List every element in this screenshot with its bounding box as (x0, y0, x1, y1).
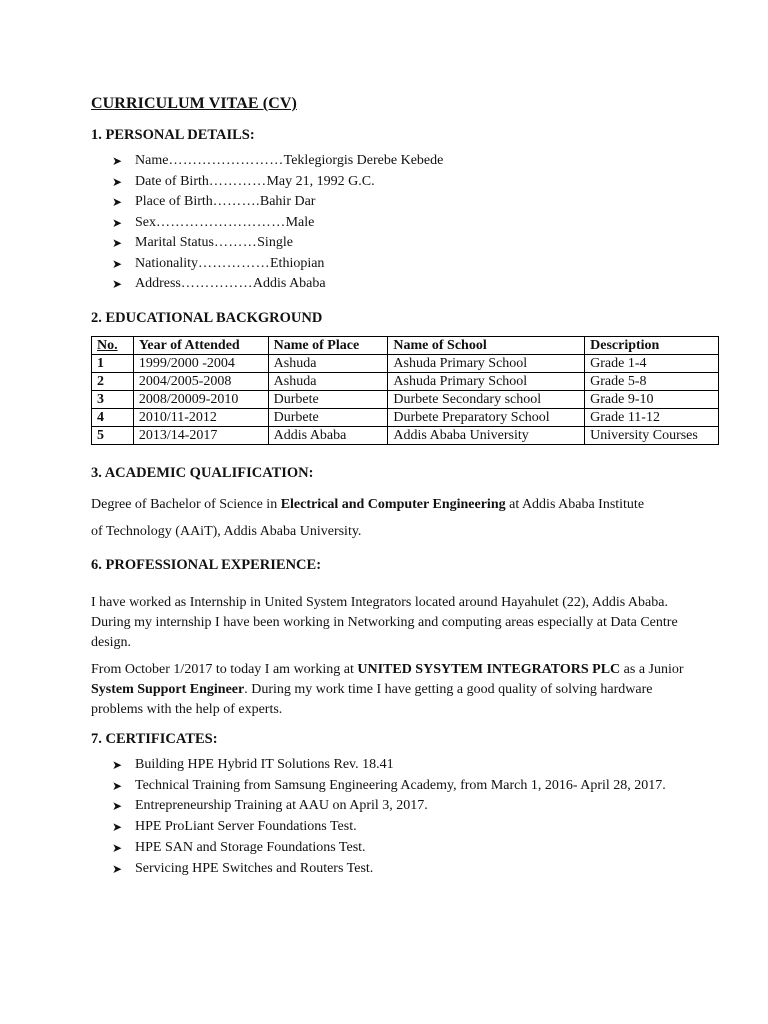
arrow-bullet-icon: ➤ (112, 195, 123, 209)
certificate-item: ➤ Technical Training from Samsung Engineering Academy, from March 1, 2016- April 28, 2017. (110, 776, 690, 797)
personal-item-address: ➤ Address……………Addis Ababa (110, 274, 443, 295)
table-row: 5 2013/14-2017 Addis Ababa Addis Ababa University University Courses (92, 427, 719, 445)
arrow-bullet-icon: ➤ (112, 840, 123, 855)
personal-item-birthplace: ➤ Place of Birth……….Bahir Dar (110, 192, 443, 213)
arrow-bullet-icon: ➤ (112, 277, 123, 291)
arrow-bullet-icon: ➤ (112, 799, 123, 814)
arrow-bullet-icon: ➤ (112, 215, 123, 230)
academic-paragraph: Degree of Bachelor of Science in Electrical and Computer Engineering at Addis Ababa Institute of Technology (AAiT), Addis Ababa University. (91, 497, 645, 539)
column-header: Name of School (388, 337, 585, 355)
certificate-item: ➤ HPE SAN and Storage Foundations Test. (110, 838, 690, 859)
table-row: 3 2008/20009-2010 Durbete Durbete Secondary school Grade 9-10 (92, 391, 719, 409)
table-row: 4 2010/11-2012 Durbete Durbete Preparatory School Grade 11-12 (92, 409, 719, 427)
personal-details-heading: 1. PERSONAL DETAILS: (91, 127, 255, 143)
certificates-heading: 7. CERTIFICATES: (91, 731, 218, 747)
table-row: 1 1999/2000 -2004 Ashuda Ashuda Primary School Grade 1-4 (92, 355, 719, 373)
experience-paragraph-internship: I have worked as Internship in United System Integrators located around Hayahulet (22), Addis Ababa. During my internship I have been working in Networking and computing areas especially at Data Centre design. (91, 595, 678, 650)
personal-item-nationality: ➤ Nationality……………Ethiopian (110, 254, 443, 275)
arrow-bullet-icon: ➤ (112, 174, 123, 189)
arrow-bullet-icon: ➤ (112, 758, 123, 772)
column-header: Name of Place (268, 337, 388, 355)
experience-heading: 6. PROFESSIONAL EXPERIENCE: (91, 557, 322, 573)
personal-item-name: ➤ Name……………………Teklegiorgis Derebe Kebede (110, 151, 443, 172)
column-header: Year of Attended (133, 337, 268, 355)
academic-heading: 3. ACADEMIC QUALIFICATION: (91, 465, 314, 481)
arrow-bullet-icon: ➤ (112, 154, 123, 168)
personal-details-list (110, 151, 443, 295)
arrow-bullet-icon: ➤ (112, 861, 123, 876)
column-header: No. (92, 337, 134, 355)
arrow-bullet-icon: ➤ (112, 236, 123, 250)
table-header-row (92, 337, 719, 355)
arrow-bullet-icon: ➤ (112, 778, 123, 793)
personal-item-marital-status: ➤ Marital Status………Single (110, 233, 443, 254)
column-header: Description (585, 337, 719, 355)
education-table (91, 336, 719, 445)
certificate-item: ➤ Entrepreneurship Training at AAU on April 3, 2017. (110, 796, 690, 817)
arrow-bullet-icon: ➤ (112, 256, 123, 271)
personal-item-dob: ➤ Date of Birth…………May 21, 1992 G.C. (110, 172, 443, 193)
personal-item-sex: ➤ Sex………………………Male (110, 213, 443, 234)
education-heading: 2. EDUCATIONAL BACKGROUND (91, 310, 323, 326)
experience-paragraph-current-job: From October 1/2017 to today I am working at UNITED SYSYTEM INTEGRATORS PLC as a Junior System Support Engineer. During my work time I have getting a good quality of solving hardware problems with the help of experts. (91, 662, 684, 717)
certificates-list (110, 755, 690, 879)
certificate-item: ➤ Servicing HPE Switches and Routers Test. (110, 859, 690, 880)
arrow-bullet-icon: ➤ (112, 820, 123, 835)
page-title: CURRICULUM VITAE (CV) (91, 95, 297, 112)
table-row: 2 2004/2005-2008 Ashuda Ashuda Primary School Grade 5-8 (92, 373, 719, 391)
certificate-item: ➤ HPE ProLiant Server Foundations Test. (110, 817, 690, 838)
certificate-item: ➤ Building HPE Hybrid IT Solutions Rev. 18.41 (110, 755, 690, 776)
